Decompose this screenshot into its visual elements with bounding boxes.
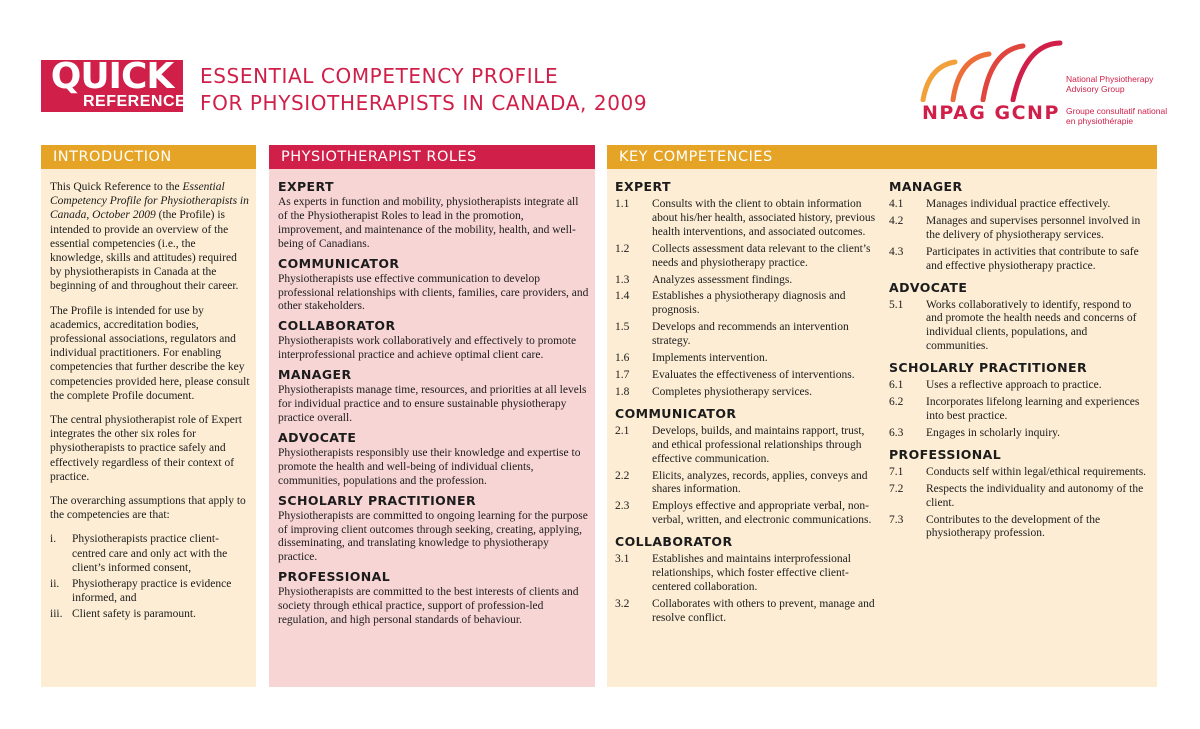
- competency-professional: PROFESSIONAL 7.1 Conducts self within legal/ethical requirements. 7.2 Respects the individuality and autonomy of the client. 7.3 Contributes to the development of the physiotherapy profession.: [889, 446, 1147, 540]
- list-item: 6.1 Uses a reflective approach to practice.: [889, 379, 1102, 392]
- list-item: 1.1 Consults with the client to obtain information about his/her health, associated history, previous health interventions, and associated outcomes.: [615, 198, 876, 238]
- list-item: 6.3 Engages in scholarly inquiry.: [889, 426, 1061, 439]
- list-item: 1.2 Collects assessment data relevant to the client’s needs and physiotherapy practice.: [615, 242, 871, 269]
- list-item: 1.3 Analyzes assessment findings.: [615, 273, 793, 286]
- assumptions-list: [50, 532, 250, 621]
- list-item: i. Physiotherapists practice client-centred care and only act with the client’s informed consent,: [50, 533, 228, 574]
- competency-manager: MANAGER 4.1 Manages individual practice effectively. 4.2 Manages and supervises personnel involved in the delivery of physiotherapy services. 4.3 Participates in activities that contribute to safe and effective physiotherapy practice.: [889, 179, 1147, 274]
- list-item: 7.2 Respects the individuality and autonomy of the client.: [889, 482, 1144, 509]
- role-scholarly-practitioner: SCHOLARLY PRACTITIONER Physiotherapists are committed to ongoing learning for the purpose of improving client outcomes through seeking, creating, applying, disseminating, and translating knowledge to physiotherapy practice.: [278, 492, 588, 564]
- badge-reference-text: REFERENCE: [83, 93, 187, 110]
- list-item: 2.1 Develops, builds, and maintains rapport, trust, and ethical professional relationships through effective communication.: [615, 424, 865, 465]
- intro-paragraph-4: The overarching assumptions that apply to the competencies are that:: [50, 495, 246, 522]
- profile-title: Essential Competency Profile for Physiotherapists in Canada, October 2009: [50, 181, 249, 222]
- list-item: 4.2 Manages and supervises personnel involved in the delivery of physiotherapy services.: [889, 214, 1141, 241]
- list-item: 1.5 Develops and recommends an intervention strategy.: [615, 321, 849, 348]
- list-item: 2.2 Elicits, analyzes, records, applies, conveys and shares information.: [615, 469, 868, 496]
- list-item: 1.8 Completes physiotherapy services.: [615, 385, 813, 398]
- competency-advocate: ADVOCATE 5.1 Works collaboratively to identify, respond to and promote the health needs and concerns of individual clients, populations, and communities.: [889, 280, 1147, 355]
- competency-communicator: COMMUNICATOR 2.1 Develops, builds, and maintains rapport, trust, and ethical professional relationships through effective communication. 2.2 Elicits, analyzes, records, applies, conveys and shares information. 2.3 Employs effective and appropriate verbal, non-verbal, written, and electronic communications.: [615, 406, 877, 528]
- role-professional: PROFESSIONAL Physiotherapists are committed to the best interests of clients and society through ethical practice, support of profession-led regulation, and high personal standards of behaviour.: [278, 569, 579, 627]
- title-line-2: FOR PHYSIOTHERAPISTS IN CANADA, 2009: [200, 91, 648, 115]
- list-item: 1.6 Implements intervention.: [615, 352, 768, 365]
- list-item: 7.3 Contributes to the development of the physiotherapy profession.: [889, 513, 1101, 540]
- badge-quick-text: QUICK: [50, 56, 174, 97]
- list-item: 3.1 Establishes and maintains interprofessional relationships, which foster effective client-centered collaboration.: [615, 553, 851, 593]
- role-expert: EXPERT As experts in function and mobility, physiotherapists integrate all of the Physiotherapist Roles to lead in the promotion, improvement, and maintenance of the mobility, health, and well-being of Canadians.: [278, 179, 579, 250]
- competencies-heading: KEY COMPETENCIES: [607, 145, 1157, 169]
- competencies-panel: [607, 145, 1157, 624]
- npag-arcs-logo-icon: [915, 40, 1065, 102]
- introduction-heading: INTRODUCTION: [41, 145, 256, 169]
- list-item: ii. Physiotherapy practice is evidence informed, and: [50, 578, 232, 605]
- npag-gcnp-logo-text: NPAG GCNP: [922, 102, 1060, 124]
- list-item: 1.7 Evaluates the effectiveness of interventions.: [615, 368, 855, 381]
- competencies-column-2: [889, 179, 1147, 547]
- title-line-1: ESSENTIAL COMPETENCY PROFILE: [200, 64, 559, 88]
- org-name-french: Groupe consultatif national en physiothérapie: [1066, 106, 1168, 126]
- roles-panel: [269, 145, 595, 627]
- intro-paragraph-1: This Quick Reference to the Essential Competency Profile for Physiotherapists in Canada, October 2009 (the Profile) is intended to provide an overview of the essential competencies (i.e., the knowledge, skills and attitudes) required by physiotherapists in Canada at the beginning of and throughout their career.: [50, 181, 249, 293]
- intro-paragraph-2: The Profile is intended for use by academics, accreditation bodies, professional associations, regulators and individual practitioners. For enabling competencies that further describe the key competencies provided here, please consult the complete Profile document.: [50, 304, 250, 402]
- org-name-english: National Physiotherapy Advisory Group: [1066, 74, 1154, 94]
- role-communicator: COMMUNICATOR Physiotherapists use effective communication to develop professional relationships with clients, families, care providers, and other stakeholders.: [278, 255, 589, 313]
- list-item: 4.1 Manages individual practice effectively.: [889, 198, 1111, 210]
- list-item: 3.2 Collaborates with others to prevent, manage and resolve conflict.: [615, 597, 875, 624]
- competencies-column-1: [615, 179, 877, 632]
- list-item: iii. Client safety is paramount.: [50, 608, 196, 621]
- role-collaborator: COLLABORATOR Physiotherapists work collaboratively and effectively to promote interprofessional practice and achieve optimal client care.: [278, 318, 577, 362]
- quick-reference-badge: [41, 56, 187, 112]
- role-manager: MANAGER Physiotherapists manage time, resources, and priorities at all levels for individual practice and to ensure sustainable physiotherapy practice overall.: [278, 367, 587, 424]
- list-item: 6.2 Incorporates lifelong learning and experiences into best practice.: [889, 396, 1140, 422]
- competency-scholarly-practitioner: SCHOLARLY PRACTITIONER 6.1 Uses a reflective approach to practice. 6.2 Incorporates lifelong learning and experiences into best practice. 6.3 Engages in scholarly inquiry.: [889, 360, 1147, 441]
- list-item: 4.3 Participates in activities that contribute to safe and effective physiotherapy practice.: [889, 245, 1139, 272]
- competency-collaborator: COLLABORATOR 3.1 Establishes and maintains interprofessional relationships, which foster effective client-centered collaboration. 3.2 Collaborates with others to prevent, manage and resolve conflict.: [615, 534, 877, 626]
- list-item: 2.3 Employs effective and appropriate verbal, non-verbal, written, and electronic communications.: [615, 500, 872, 527]
- competency-expert: EXPERT 1.1 Consults with the client to obtain information about his/her health, associated history, previous health interventions, and associated outcomes. 1.2 Collects assessment data relevant to the client’s needs and physiotherapy practice. 1.3 Analyzes assessment findings. 1.4 Establishes a physiotherapy diagnosis and prognosis. 1.5 Develops and recommends an intervention strategy. 1.6 Implements intervention. 1.7 Evaluates the effectiveness of interventions. 1.8 Completes physiotherapy services.: [615, 179, 876, 398]
- intro-paragraph-3: The central physiotherapist role of Expert integrates the other six roles for physiotherapists to practice safely and effectively regardless of their context of practice.: [50, 414, 242, 483]
- introduction-panel: [41, 145, 256, 621]
- list-item: 1.4 Establishes a physiotherapy diagnosis and prognosis.: [615, 290, 846, 317]
- roles-heading: PHYSIOTHERAPIST ROLES: [269, 145, 595, 169]
- list-item: 5.1 Works collaboratively to identify, respond to and promote the health needs and concerns of individual clients, populations, and communities.: [889, 298, 1137, 353]
- role-advocate: ADVOCATE Physiotherapists responsibly use their knowledge and expertise to promote the health and well-being of individual clients, communities, populations and the profession.: [278, 429, 581, 487]
- page-title: [200, 63, 647, 117]
- list-item: 7.1 Conducts self within legal/ethical requirements.: [889, 465, 1147, 478]
